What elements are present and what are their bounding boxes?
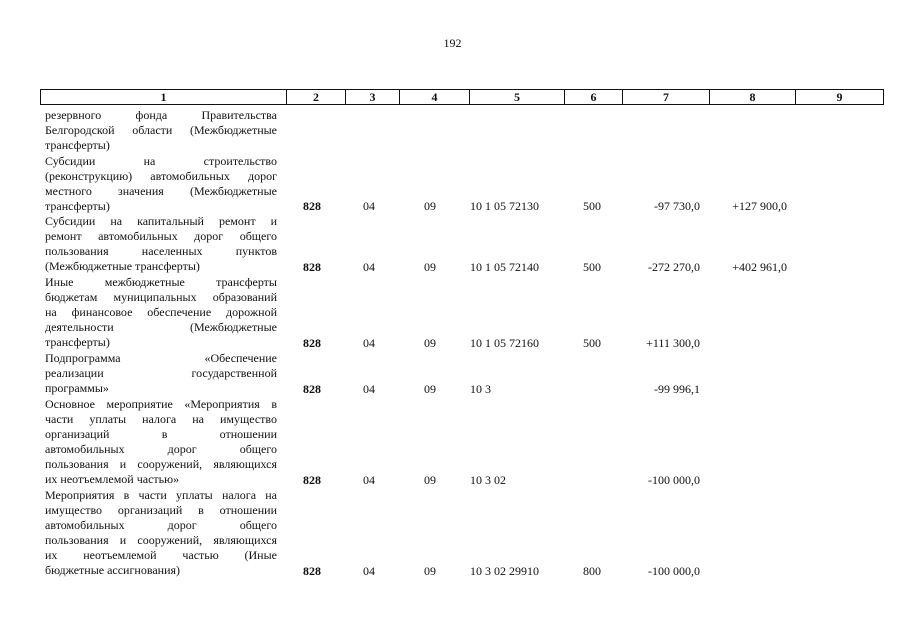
header-col-7: 7 [623,90,710,104]
description-line: трансферты) [45,335,110,350]
cell-rz: 04 [363,335,375,350]
cell-ved: 828 [303,381,321,396]
cell-ved: 828 [303,199,321,214]
cell-col8: +402 961,0 [732,259,787,274]
header-col-1: 1 [41,90,287,104]
cell-vr: 500 [583,259,601,274]
description-line: Белгородской области (Межбюджетные [45,123,277,137]
cell-pr: 09 [424,199,436,214]
description-line: трансферты) [45,138,110,152]
cell-pr: 09 [424,381,436,396]
header-col-9: 9 [836,90,843,104]
description-line: имущество организаций в отношении [45,503,277,517]
description-line: местного значения (Межбюджетные [45,183,277,198]
description-line: автомобильных дорог общего [45,441,277,456]
description-line: Иные межбюджетные трансферты [45,275,277,290]
table-row [0,108,905,154]
cell-col7: +111 300,0 [646,335,700,350]
description-line: Субсидии на строительство [45,153,277,168]
cell-csr: 10 3 [470,381,491,396]
table-row [0,214,905,275]
description-line: части уплаты налога на имущество [45,411,277,426]
page-number: 192 [443,36,462,50]
cell-csr: 10 1 05 72140 [470,259,539,274]
table-header-row [40,89,884,105]
cell-col8: +127 900,0 [732,199,787,214]
description-line: Основное мероприятие «Мероприятия в [45,396,277,411]
cell-pr: 09 [424,259,436,274]
description-line: бюджетам муниципальных образований [45,290,277,305]
description-line: бюджетные ассигнования) [45,563,181,577]
table-row [0,488,905,579]
header-col-2: 2 [287,90,346,104]
cell-rz: 04 [363,199,375,214]
cell-vr: 500 [583,335,601,350]
cell-rz: 04 [363,259,375,274]
cell-ved: 828 [303,259,321,274]
header-col-5: 5 [470,90,565,104]
description-line: (Межбюджетные трансферты) [45,259,200,274]
description-line: (реконструкцию) автомобильных дорог [45,168,277,183]
description-line: автомобильных дорог общего [45,518,277,532]
cell-pr: 09 [424,564,436,578]
cell-csr: 10 3 02 [470,472,506,487]
description-line: реализации государственной [45,366,277,381]
description-line: организаций в отношении [45,426,277,441]
description-line: программы» [45,381,109,396]
cell-rz: 04 [363,564,375,578]
cell-col7: -100 000,0 [648,564,700,578]
cell-rz: 04 [363,472,375,487]
description-line: пользования и сооружений, являющихся [45,533,277,547]
cell-pr: 09 [424,335,436,350]
header-col-4: 4 [400,90,470,104]
cell-vr: 500 [583,199,601,214]
header-col-3: 3 [346,90,400,104]
header-col-6: 6 [565,90,623,104]
cell-pr: 09 [424,472,436,487]
cell-ved: 828 [303,335,321,350]
description-line: на финансовое обеспечение дорожной [45,305,277,320]
cell-rz: 04 [363,381,375,396]
cell-ved: 828 [303,472,321,487]
cell-vr: 800 [583,564,601,578]
description-line: деятельности (Межбюджетные [45,320,277,335]
cell-col7: -97 730,0 [654,199,700,214]
cell-ved: 828 [303,564,321,578]
description-line: резервного фонда Правительства [45,108,277,122]
cell-col7: -99 996,1 [654,381,700,396]
description-line: их неотъемлемой частью (Иные [45,548,277,562]
description-line: трансферты) [45,198,110,213]
header-col-8: 8 [710,90,796,104]
cell-col7: -100 000,0 [648,472,700,487]
table-row [0,275,905,351]
description-line: пользования населенных пунктов [45,244,277,259]
table-row [0,351,905,397]
table-row [0,154,905,215]
description-line: ремонт автомобильных дорог общего [45,229,277,244]
description-line: их неотъемлемой частью» [45,471,180,486]
cell-csr: 10 3 02 29910 [470,564,539,578]
cell-csr: 10 1 05 72160 [470,335,539,350]
description-line: пользования и сооружений, являющихся [45,456,277,471]
description-line: Подпрограмма «Обеспечение [45,351,277,366]
table-row [0,397,905,488]
cell-csr: 10 1 05 72130 [470,199,539,214]
description-line: Мероприятия в части уплаты налога на [45,488,277,502]
description-line: Субсидии на капитальный ремонт и [45,214,277,229]
cell-col7: -272 270,0 [648,259,700,274]
